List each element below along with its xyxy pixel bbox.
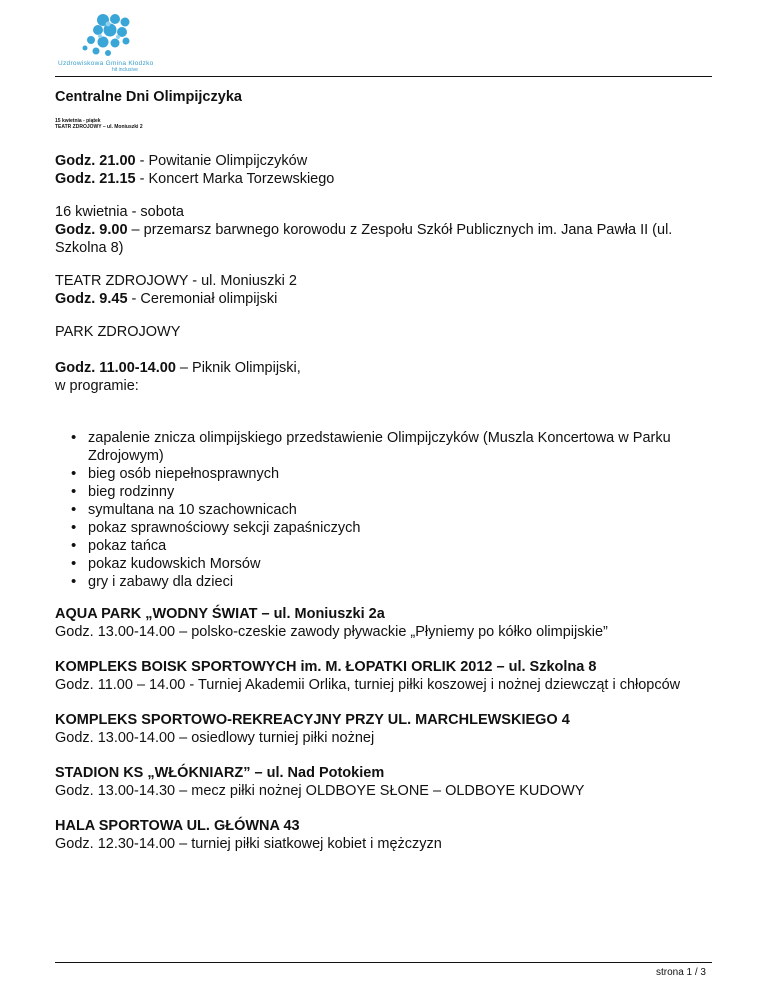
block-theatre: [55, 272, 705, 308]
event: - Powitanie Olimpijczyków: [135, 153, 308, 169]
logo-bubbles-icon: [58, 12, 166, 62]
list-item: • bieg rodzinny: [88, 483, 705, 501]
section-heading: HALA SPORTOWA UL. GŁÓWNA 43: [55, 818, 300, 834]
list-item: • gry i zabawy dla dzieci: [88, 573, 705, 591]
logo-text: Uzdrowiskowa Gmina Kłodzko: [58, 60, 154, 67]
tiny-line: 15 kwietnia - piątek: [55, 118, 101, 124]
block-picnic: [55, 359, 705, 395]
section: [55, 711, 705, 747]
list-item: • zapalenie znicza olimpijskiego przedstawienie Olimpijczyków (Muszla Koncertowa w Parku Zdrojowym): [88, 429, 705, 465]
section-text: Godz. 11.00 – 14.00 - Turniej Akademii Orlika, turniej piłki koszowej i nożnej dziewcząt i chłopców: [55, 677, 681, 693]
place-label: TEATR ZDROJOWY - ul. Moniuszki 2: [55, 273, 297, 289]
block-park: PARK ZDROJOWY: [55, 324, 181, 340]
section: [55, 658, 705, 694]
section: [55, 817, 705, 853]
section-text: Godz. 13.00-14.00 – polsko-czeskie zawody pływackie „Płyniemy po kółko olimpijskie”: [55, 624, 608, 640]
logo: [58, 12, 166, 74]
block-saturday: [55, 203, 705, 257]
list-item: • pokaz kudowskich Morsów: [88, 555, 705, 573]
section-heading: STADION KS „WŁÓKNIARZ” – ul. Nad Potokiem: [55, 765, 385, 781]
list-item: • pokaz sprawnościowy sekcji zapaśniczych: [88, 519, 705, 537]
document-body: [55, 88, 705, 870]
tiny-line: TEATR ZDROJOWY – ul. Moniuszki 2: [55, 124, 143, 130]
list-item: • pokaz tańca: [88, 537, 705, 555]
section-text: Godz. 13.00-14.00 – osiedlowy turniej piłki nożnej: [55, 730, 375, 746]
time: Godz. 9.00: [55, 222, 128, 238]
section-heading: KOMPLEKS BOISK SPORTOWYCH im. M. ŁOPATKI ORLIK 2012 – ul. Szkolna 8: [55, 659, 597, 675]
time: Godz. 9.45: [55, 291, 128, 307]
event: - Koncert Marka Torzewskiego: [135, 171, 335, 187]
logo-subtext: hit inclusive: [112, 67, 138, 73]
section-heading: KOMPLEKS SPORTOWO-REKREACYJNY PRZY UL. MARCHLEWSKIEGO 4: [55, 712, 570, 728]
header-rule: [55, 76, 712, 77]
event: – Piknik Olimpijski,: [175, 360, 301, 376]
time: Godz. 21.15: [55, 171, 136, 187]
program-list: [55, 429, 705, 591]
section-heading: AQUA PARK „WODNY ŚWIAT – ul. Moniuszki 2a: [55, 606, 385, 622]
section-text: Godz. 12.30-14.00 – turniej piłki siatkowej kobiet i mężczyzn: [55, 836, 442, 852]
footer-rule: [55, 962, 712, 963]
section: [55, 764, 705, 800]
document-title: Centralne Dni Olimpijczyka: [55, 89, 242, 105]
page-number: strona 1 / 3: [655, 967, 706, 978]
event: - Ceremoniał olimpijski: [127, 291, 278, 307]
day-label: 16 kwietnia - sobota: [55, 204, 184, 220]
time: Godz. 21.00: [55, 153, 136, 169]
tiny-note: [55, 118, 705, 130]
section: [55, 605, 705, 641]
block-friday: [55, 152, 705, 188]
section-text: Godz. 13.00-14.30 – mecz piłki nożnej OLDBOYE SŁONE – OLDBOYE KUDOWY: [55, 783, 585, 799]
list-item: • symultana na 10 szachownicach: [88, 501, 705, 519]
list-item: • bieg osób niepełnosprawnych: [88, 465, 705, 483]
time: Godz. 11.00-14.00: [55, 360, 176, 376]
event: – przemarsz barwnego korowodu z Zespołu Szkół Publicznych im. Jana Pawła II (ul. Szkolna 8): [55, 222, 673, 256]
program-intro: w programie:: [55, 378, 139, 394]
